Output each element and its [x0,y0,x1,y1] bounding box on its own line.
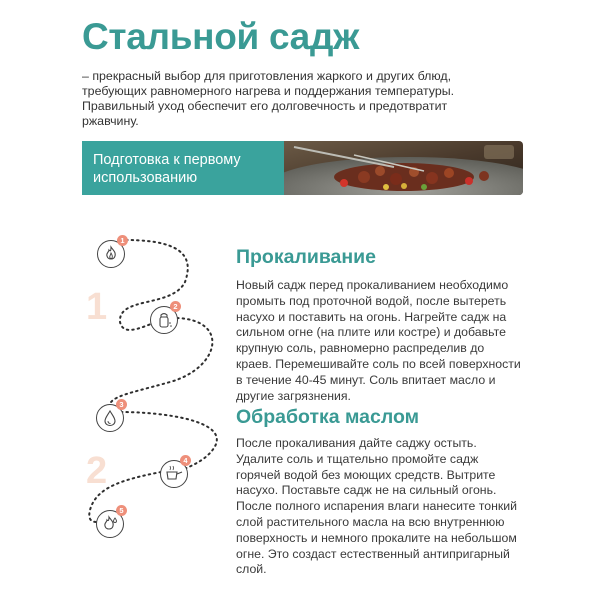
step-icon-5 [96,506,124,538]
step-badge: 3 [116,399,127,410]
fire-icon [102,245,120,263]
step-group-number: 2 [86,450,108,492]
step-icon-1 [97,236,125,268]
step-icon-3 [96,400,124,432]
section-text-calcination: Новый садж перед прокаливанием необходимо промыть под проточной водой, после вытереть насухо и поставить на огонь. Нагрейте садж на сильном огне (на плите или костре) и добавьте крупную соль, равномерно распределив до краев. Перемешивайте соль по всей поверхности в течение 40-45 минут. Соль впитает масло и другие загрязнения. [236,278,521,403]
banner-label: Подготовка к первому использованию [93,152,241,186]
step-icon-2 [150,302,178,334]
step-badge: 2 [170,301,181,312]
section-text-oiling: После прокаливания дайте саджу остыть. Удалите соль и тщательно промойте садж горячей водой без моющих средств. Вытрите насухо. Поставьте садж не на сильный огонь. После полного испарения влаги нанесите тонкий слой растительного масла на всю внутреннюю поверхность и немного прокалите на небольшом огне. Это создаст естественный антипригарный слой. [236,436,517,577]
step-badge: 5 [116,505,127,516]
flame-icon [101,515,119,533]
section-title-calcination: Прокаливание [236,246,377,268]
pan-icon [165,465,183,483]
step-badge: 1 [117,235,128,246]
oil-drop-icon [101,409,119,427]
section-title-oiling: Обработка маслом [236,406,420,428]
step-group-number: 1 [86,286,108,328]
step-icon-4 [160,456,188,488]
intro-text: – прекрасный выбор для приготовления жаркого и других блюд, требующих равномерного нагрева и поддержания температуры. Правильный уход обеспечит его долговечность и предотвратит ржавчину. [82,69,455,128]
page-title: Стальной садж [82,16,360,57]
salt-shaker-icon [155,311,173,329]
step-badge: 4 [180,455,191,466]
